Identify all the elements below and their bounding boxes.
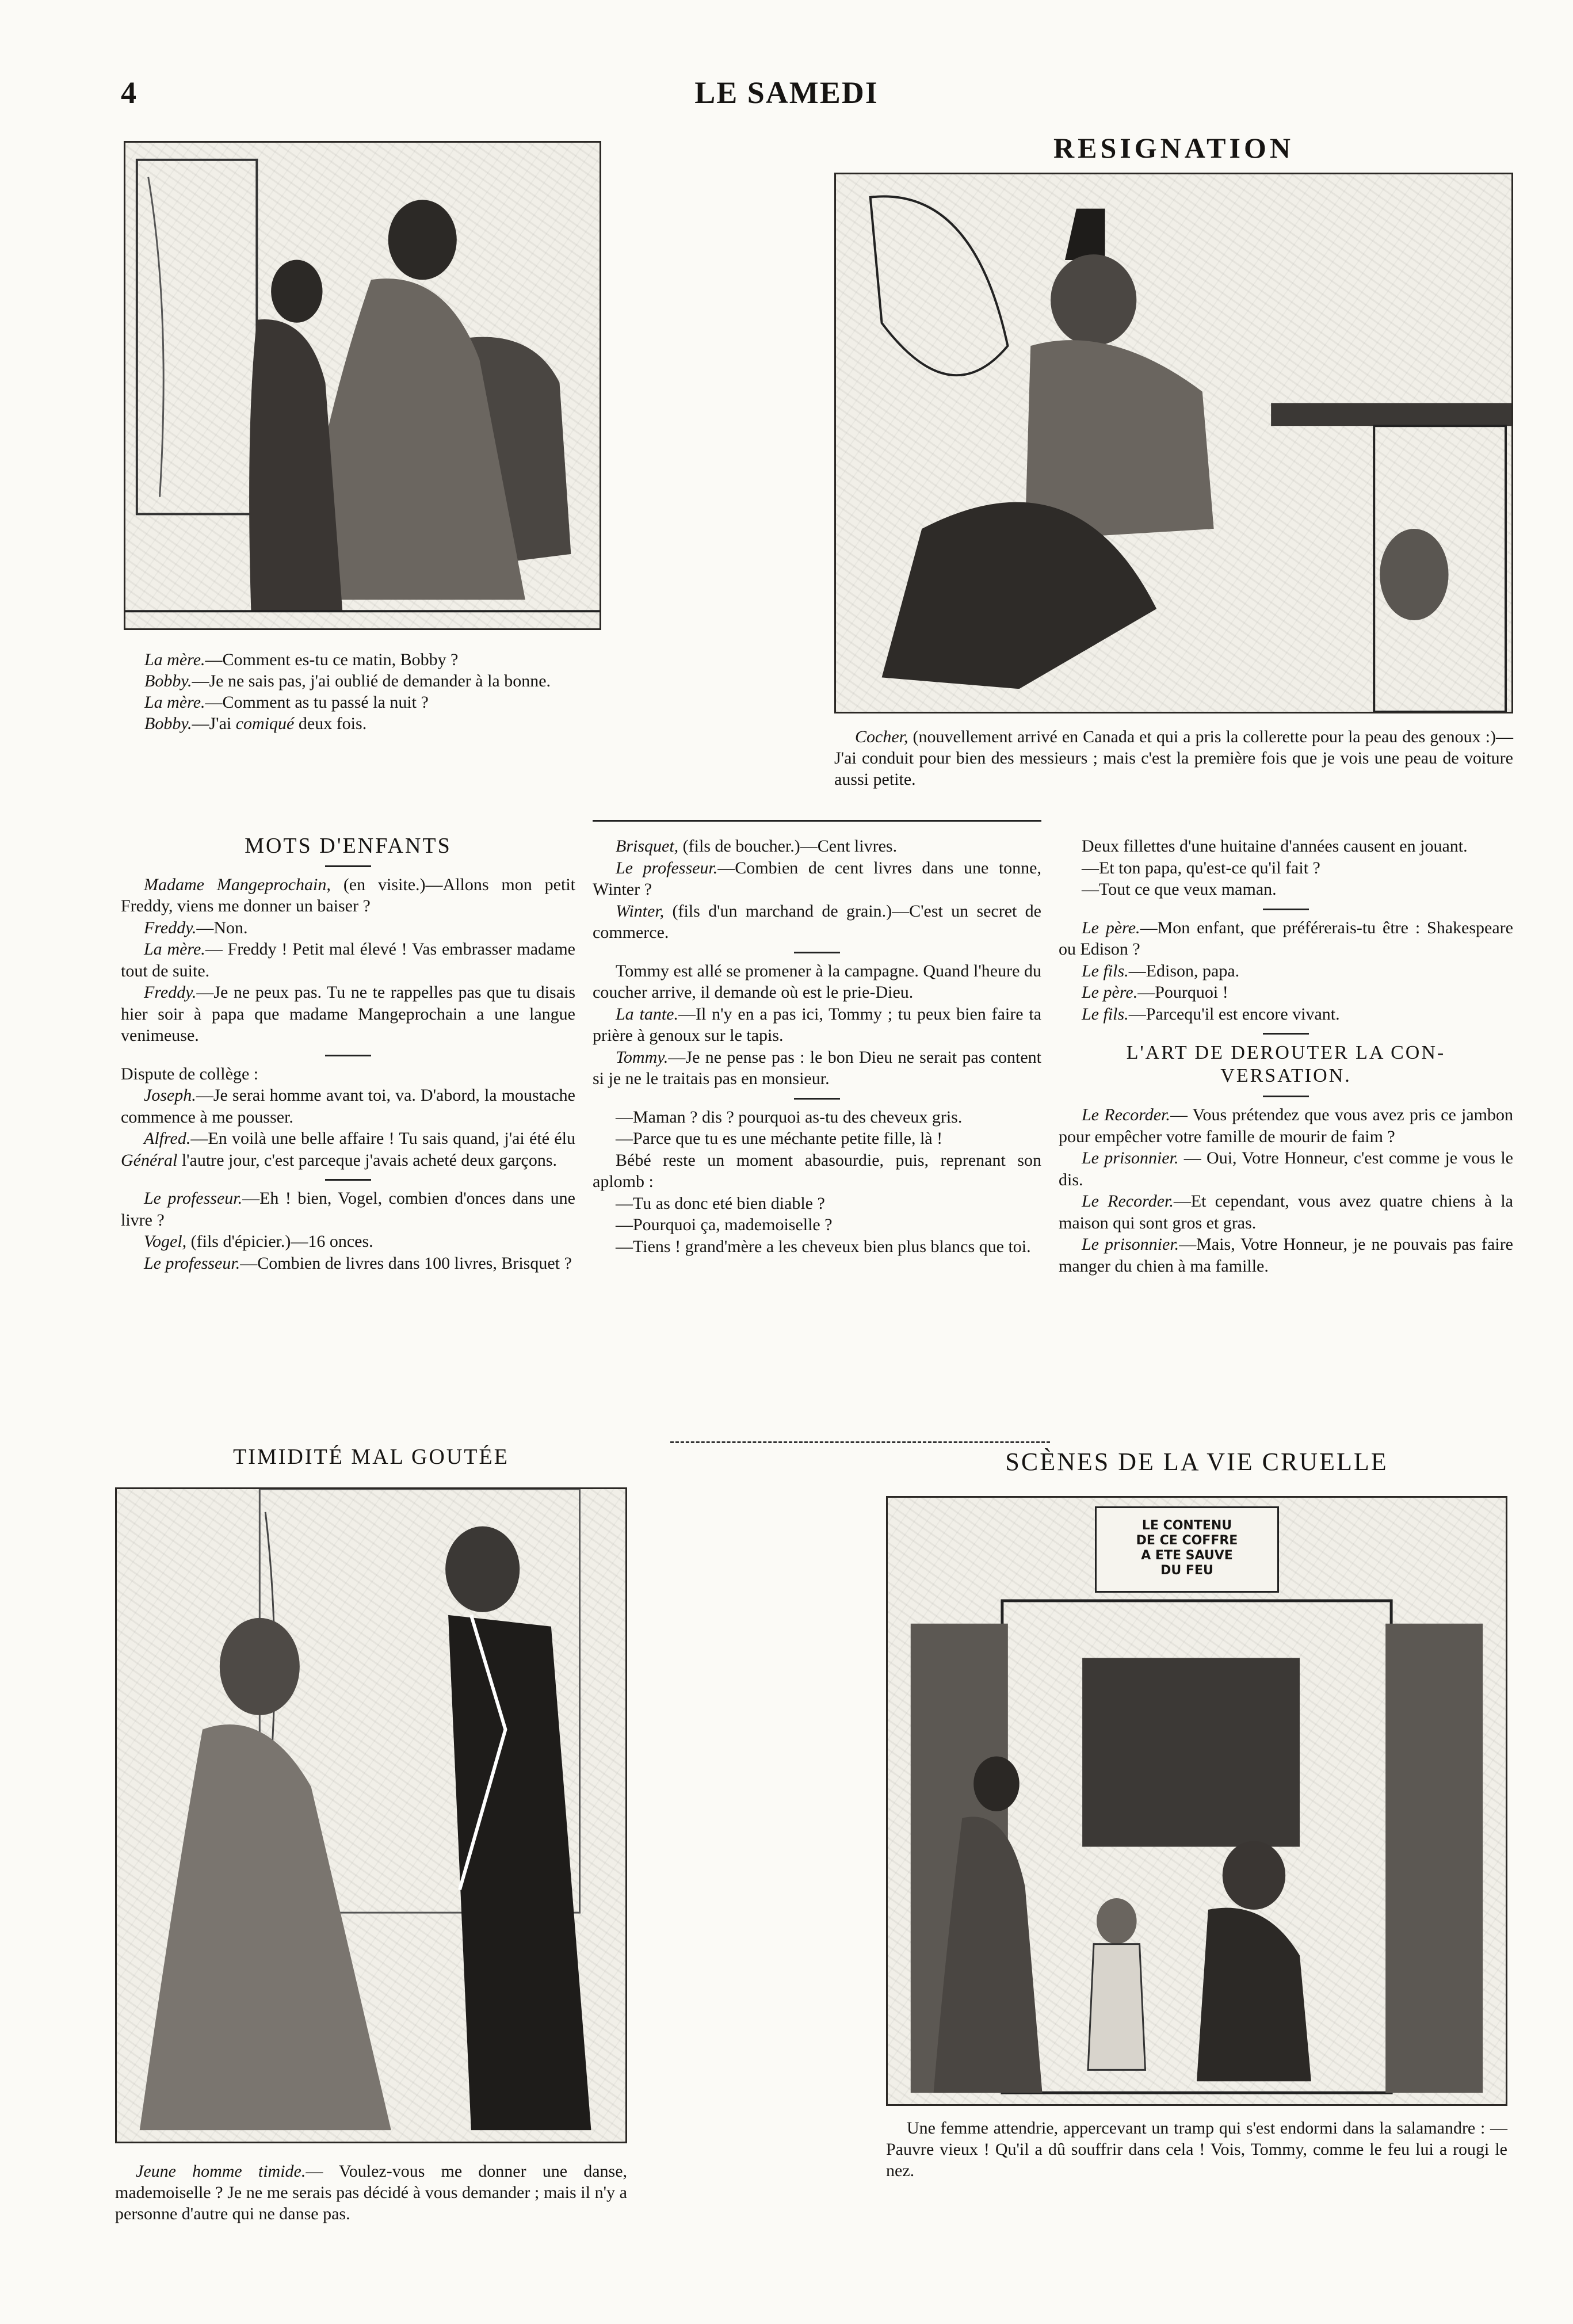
resignation-title: RESIGNATION	[1053, 132, 1294, 164]
dialogue-line: Bobby.—J'ai comiqué deux fois.	[144, 714, 367, 733]
divider	[670, 1441, 1050, 1443]
speaker: La mère.	[144, 693, 205, 712]
safe-sign: LE CONTENU DE CE COFFRE A ETE SAUVE DU FEU	[1095, 1506, 1279, 1593]
section-title-scenes: SCÈNES DE LA VIE CRUELLE	[1005, 1448, 1388, 1476]
dialogue-line: La mère.—Comment as tu passé la nuit ?	[144, 693, 429, 712]
page-number: 4	[121, 75, 136, 110]
newspaper-title: LE SAMEDI	[694, 75, 879, 110]
dialogue-line: La mère.—Comment es-tu ce matin, Bobby ?	[144, 650, 459, 669]
column-right: Deux fillettes d'une huitaine d'années causent en jouant. —Et ton papa, qu'est-ce qu'il fait ? —Tout ce que veux maman. Le père.—Mon enfant, que préférerais-tu être : Shakespeare ou Edison ? Le fils.—Edison, papa. Le père.—Pourquoi ! Le fils.—Parcequ'il est encore vivant. L'ART DE DEROUTER LA CON- VERSATION. Le Recorder.— Vous prétendez que vous avez pris ce jambon pour empêcher votre famille de mourir de faim ? Le prisonnier. — Oui, Votre Honneur, c'est comme je vous le dis. Le Recorder.—Et cependant, vous avez quatre chiens à la maison qui sont gros et gras. Le prisonnier.—Mais, Votre Honneur, je ne pouvais pas faire manger du chien à ma famille.	[1059, 837, 1513, 1276]
divider	[593, 820, 1041, 822]
caption-scenes: Une femme attendrie, appercevant un tramp qui s'est endormi dans la salamandre : —Pauvre vieux ! Qu'il a dû souffrir dans cela ! Vois, Tommy, comme le feu lui a rougi le nez.	[886, 2119, 1507, 2180]
short-rule	[325, 865, 371, 867]
short-rule	[325, 1179, 371, 1181]
speaker: Jeune homme timide.	[136, 2162, 306, 2181]
column-mots-enfants: MOTS D'ENFANTS Madame Mangeprochain, (en visite.)—Allons mon petit Freddy, viens me donner un baiser ? Freddy.—Non. La mère.— Freddy ! Petit mal élevé ! Vas embrasser madame tout de suite. Freddy.—Je ne peux pas. Tu ne te rappelles pas que tu disais hier soir à papa que madame Mangeprochain a une langue venimeuse. Dispute de collège : Joseph.—Je serai homme avant toi, va. D'abord, la moustache commence à me pousser. Alfred.—En voilà une belle affaire ! Tu sais quand, j'ai été élu Général l'autre jour, c'est parceque j'avais acheté deux garçons. Le professeur.—Eh ! bien, Vogel, combien d'onces dans une livre ? Vogel, (fils d'épicier.)—16 onces. Le professeur.—Combien de livres dans 100 livres, Brisquet ?	[121, 834, 575, 1273]
caption-resignation: Cocher, (nouvellement arrivé en Canada et qui a pris la collerette pour la peau des genoux :)—J'ai conduit pour bien des messieurs ; mais c'est la première fois que je vois une peau de voiture aussi petite.	[834, 727, 1513, 789]
illustration-safe-tramp	[886, 1496, 1507, 2106]
illustration-coachman	[834, 173, 1513, 713]
short-rule	[794, 1098, 840, 1100]
illustration-timid-young-man	[115, 1487, 627, 2143]
short-rule	[1263, 1096, 1309, 1097]
dialogue-line: Bobby.—Je ne sais pas, j'ai oublié de demander à la bonne.	[144, 671, 551, 690]
short-rule	[794, 952, 840, 953]
speaker: Bobby.	[144, 671, 192, 690]
short-rule	[1263, 1033, 1309, 1035]
column-middle: Brisquet, (fils de boucher.)—Cent livres. Le professeur.—Combien de cent livres dans une tonne, Winter ? Winter, (fils d'un marchand de grain.)—C'est un secret de commerce. Tommy est allé se promener à la campagne. Quand l'heure du coucher arrive, il demande où est le prie-Dieu. La tante.—Il n'y en a pas ici, Tommy ; tu peux bien faire ta prière à genoux sur le tapis. Tommy.—Je ne pense pas : le bon Dieu ne serait pas content si je ne le traitais pas en monsieur. —Maman ? dis ? pourquoi as-tu des cheveux gris. —Parce que tu es une méchante petite fille, là ! Bébé reste un moment abasourdie, puis, reprenant son aplomb : —Tu as donc eté bien diable ? —Pourquoi ça, mademoiselle ? —Tiens ! grand'mère a les cheveux bien plus blancs que toi.	[593, 837, 1042, 1256]
short-rule	[1263, 909, 1309, 910]
illustration-mother-and-son	[124, 141, 601, 630]
speaker: Bobby.	[144, 714, 192, 733]
caption-bobby	[124, 649, 601, 734]
speaker: La mère.	[144, 650, 205, 669]
section-title-art-derouter: L'ART DE DEROUTER LA CON- VERSATION.	[1126, 1042, 1446, 1086]
speaker: Cocher,	[855, 727, 908, 746]
short-rule	[325, 1055, 371, 1056]
section-title-timidite: TIMIDITÉ MAL GOUTÉE	[233, 1445, 509, 1469]
section-title-mots-enfants: MOTS D'ENFANTS	[245, 834, 452, 858]
caption-timidite: Jeune homme timide.— Voulez-vous me donner une danse, mademoiselle ? Je ne me serais pas décidé à vous demander ; mais il n'y a personne d'autre qui ne danse pas.	[115, 2162, 628, 2223]
